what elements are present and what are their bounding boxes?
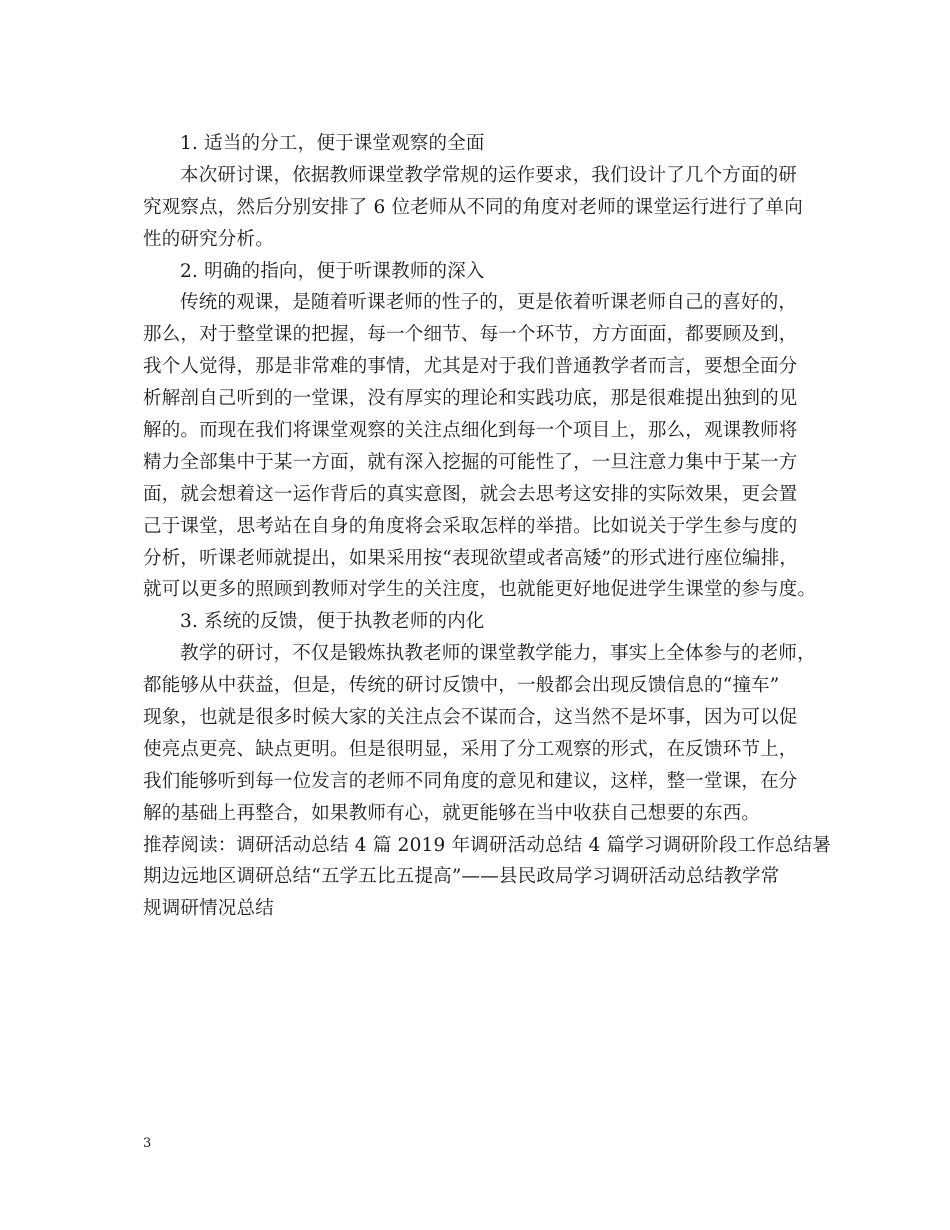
section-heading: 2. 明确的指向，便于听课教师的深入	[180, 260, 485, 282]
paragraph-line: 精力全部集中于某一方面，就有深入挖掘的可能性了，一旦注意力集中于某一方	[143, 451, 798, 473]
paragraph-line: 我个人觉得，那是非常难的事情，尤其是对于我们普通教学者而言，要想全面分	[143, 356, 798, 378]
paragraph-line: 解的基础上再整合，如果教师有心，就更能够在当中收获自己想要的东西。	[143, 802, 761, 824]
paragraph-line: 都能够从中获益，但是，传统的研讨反馈中，一般都会出现反馈信息的“撞车”	[143, 675, 780, 697]
paragraph-line: 教学的研讨，不仅是锻炼执教老师的课堂教学能力，事实上全体参与的老师，	[180, 643, 816, 665]
paragraph-line: 就可以更多的照顾到教师对学生的关注度，也就能更好地促进学生课堂的参与度。	[143, 579, 817, 601]
paragraph-line: 分析，听课老师就提出，如果采用按“表现欲望或者高矮”的形式进行座位编排，	[143, 547, 799, 569]
paragraph-line: 本次研讨课，依据教师课堂教学常规的运作要求，我们设计了几个方面的研	[180, 164, 798, 186]
document-body	[143, 128, 832, 925]
paragraph-line: 究观察点，然后分别安排了 6 位老师从不同的角度对老师的课堂运行进行了单向	[143, 196, 803, 218]
section-heading: 1. 适当的分工，便于课堂观察的全面	[180, 133, 485, 154]
paragraph-line: 那么，对于整堂课的把握，每一个细节、每一个环节，方方面面，都要顾及到，	[143, 324, 798, 346]
paragraph-line: 传统的观课，是随着听课老师的性子的，更是依着听课老师自己的喜好的，	[180, 292, 798, 314]
page-number: 3	[143, 1136, 152, 1151]
recommended-reading-line: 推荐阅读：调研活动总结 4 篇 2019 年调研活动总结 4 篇学习调研阶段工作总结暑	[143, 834, 832, 856]
paragraph-line: 我们能够听到每一位发言的老师不同角度的意见和建议，这样，整一堂课，在分	[143, 770, 798, 792]
paragraph-line: 己于课堂，思考站在自身的角度将会采取怎样的举措。比如说关于学生参与度的	[143, 515, 798, 537]
paragraph-line: 解的。而现在我们将课堂观察的关注点细化到每一个项目上，那么，观课教师将	[143, 420, 798, 442]
paragraph-line: 性的研究分析。	[143, 228, 274, 250]
paragraph-line: 现象，也就是很多时候大家的关注点会不谋而合，这当然不是坏事，因为可以促	[143, 707, 798, 729]
recommended-reading-line: 期边远地区调研总结“五学五比五提高”——县民政局学习调研活动总结教学常	[143, 866, 780, 888]
paragraph-line: 面，就会想着这一运作背后的真实意图，就会去思考这安排的实际效果，更会置	[143, 483, 798, 505]
section-heading: 3. 系统的反馈，便于执教老师的内化	[180, 611, 485, 633]
paragraph-line: 使亮点更亮、缺点更明。但是很明显，采用了分工观察的形式，在反馈环节上，	[143, 738, 798, 760]
recommended-reading-line: 规调研情况总结	[143, 898, 274, 920]
paragraph-line: 析解剖自己听到的一堂课，没有厚实的理论和实践功底，那是很难提出独到的见	[143, 388, 798, 410]
